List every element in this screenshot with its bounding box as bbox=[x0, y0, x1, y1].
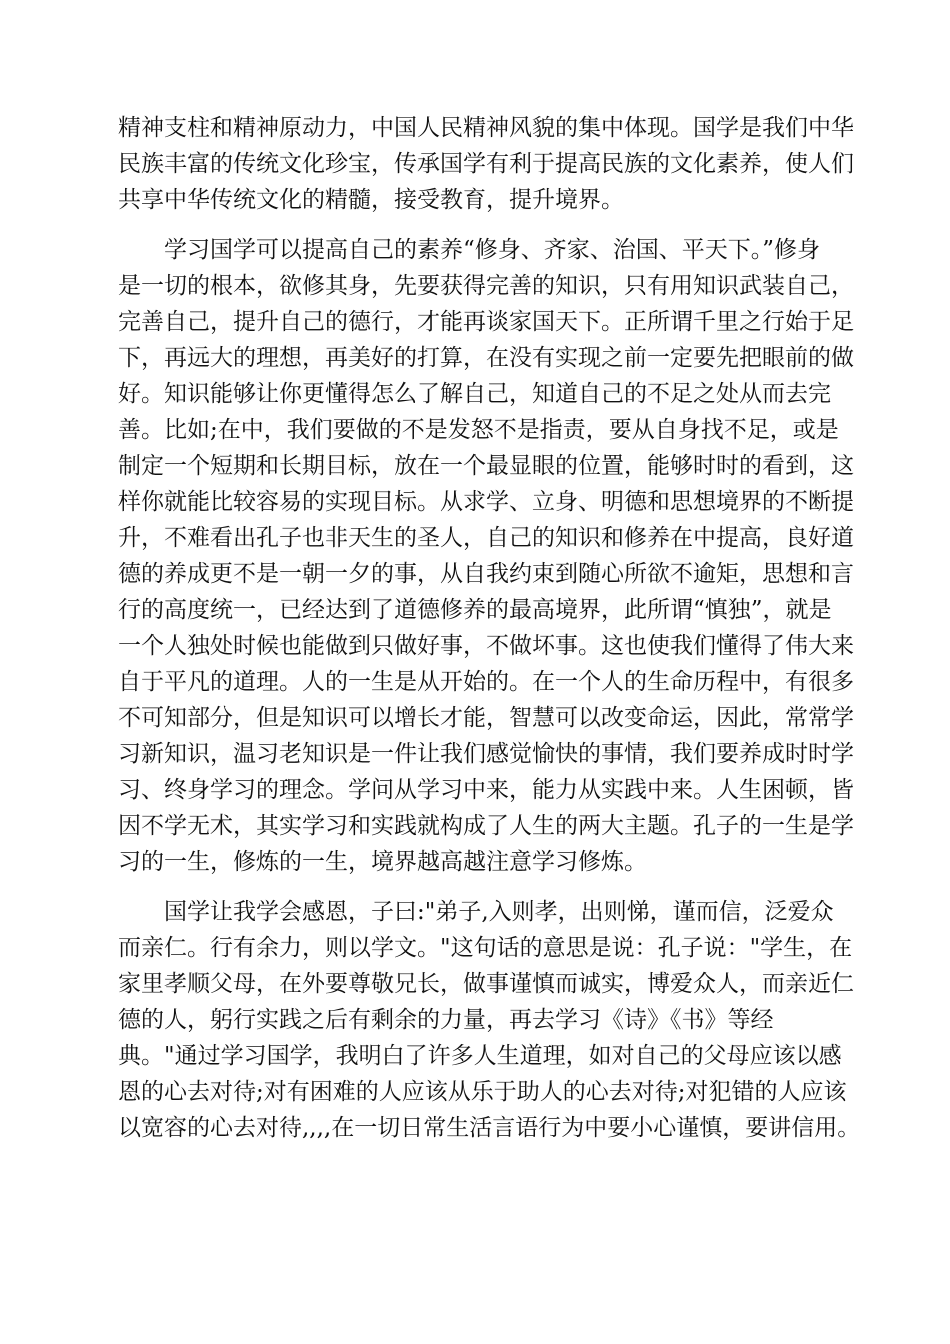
text-line: 德的人，躬行实践之后有剩余的力量，再去学习《诗》《书》等经 bbox=[118, 1007, 774, 1033]
text-line: 典。"通过学习国学，我明白了许多人生道理，如对自己的父母应该以感 bbox=[118, 1043, 842, 1069]
text-line: 一个人独处时候也能做到只做好事，不做坏事。这也使我们懂得了伟大来 bbox=[118, 633, 854, 659]
text-line: 习、终身学习的理念。学问从学习中来，能力从实践中来。人生困顿，皆 bbox=[118, 777, 854, 803]
text-line: 习的一生，修炼的一生，境界越高越注意学习修炼。 bbox=[118, 849, 647, 875]
text-line: 共享中华传统文化的精髓，接受教育，提升境界。 bbox=[118, 187, 624, 213]
text-line: 样你就能比较容易的实现目标。从求学、立身、明德和思想境界的不断提 bbox=[118, 489, 854, 515]
text-line: 习新知识，温习老知识是一件让我们感觉愉快的事情，我们要养成时时学 bbox=[118, 741, 854, 767]
text-line: 而亲仁。行有余力，则以学文。"这句话的意思是说：孔子说："学生，在 bbox=[118, 935, 853, 961]
text-line: 是一切的根本，欲修其身，先要获得完善的知识，只有用知识武装自己， bbox=[118, 273, 854, 299]
text-line: 以宽容的心去对待,,,,在一切日常生活言语行为中要小心谨慎，要讲信用。 bbox=[118, 1115, 861, 1141]
text-line: 制定一个短期和长期目标，放在一个最显眼的位置，能够时时的看到，这 bbox=[118, 453, 854, 479]
text-line: 行的高度统一，已经达到了道德修养的最高境界，此所谓“慎独”，就是 bbox=[118, 597, 832, 623]
text-line: 学习国学可以提高自己的素养“修身、齐家、治国、平天下。”修身 bbox=[118, 237, 821, 263]
text-line: 善。比如;在中，我们要做的不是发怒不是指责，要从自身找不足，或是 bbox=[118, 417, 839, 443]
paragraph-3 bbox=[118, 894, 861, 1146]
text-line: 因不学无术，其实学习和实践就构成了人生的两大主题。孔子的一生是学 bbox=[118, 813, 854, 839]
text-line: 民族丰富的传统文化珍宝，传承国学有利于提高民族的文化素养，使人们 bbox=[118, 151, 854, 177]
text-line: 好。知识能够让你更懂得怎么了解自己，知道自己的不足之处从而去完 bbox=[118, 381, 831, 407]
text-line: 自于平凡的道理。人的一生是从开始的。在一个人的生命历程中，有很多 bbox=[118, 669, 854, 695]
text-line: 完善自己，提升自己的德行，才能再谈家国天下。正所谓千里之行始于足 bbox=[118, 309, 854, 335]
paragraph-2 bbox=[118, 232, 854, 880]
text-line: 德的养成更不是一朝一夕的事，从自我约束到随心所欲不逾矩，思想和言 bbox=[118, 561, 854, 587]
text-line: 不可知部分，但是知识可以增长才能，智慧可以改变命运，因此，常常学 bbox=[118, 705, 854, 731]
body-text bbox=[118, 110, 861, 1160]
paragraph-1 bbox=[118, 110, 854, 218]
text-line: 家里孝顺父母，在外要尊敬兄长，做事谨慎而诚实，博爱众人，而亲近仁 bbox=[118, 971, 854, 997]
text-line: 升，不难看出孔子也非天生的圣人，自己的知识和修养在中提高，良好道 bbox=[118, 525, 854, 551]
text-line: 国学让我学会感恩，子曰:"弟子,入则孝，出则悌，谨而信，泛爱众 bbox=[118, 899, 834, 925]
text-line: 恩的心去对待;对有困难的人应该从乐于助人的心去对待;对犯错的人应该 bbox=[118, 1079, 847, 1105]
text-line: 下，再远大的理想，再美好的打算，在没有实现之前一定要先把眼前的做 bbox=[118, 345, 854, 371]
text-line: 精神支柱和精神原动力，中国人民精神风貌的集中体现。国学是我们中华 bbox=[118, 115, 854, 141]
